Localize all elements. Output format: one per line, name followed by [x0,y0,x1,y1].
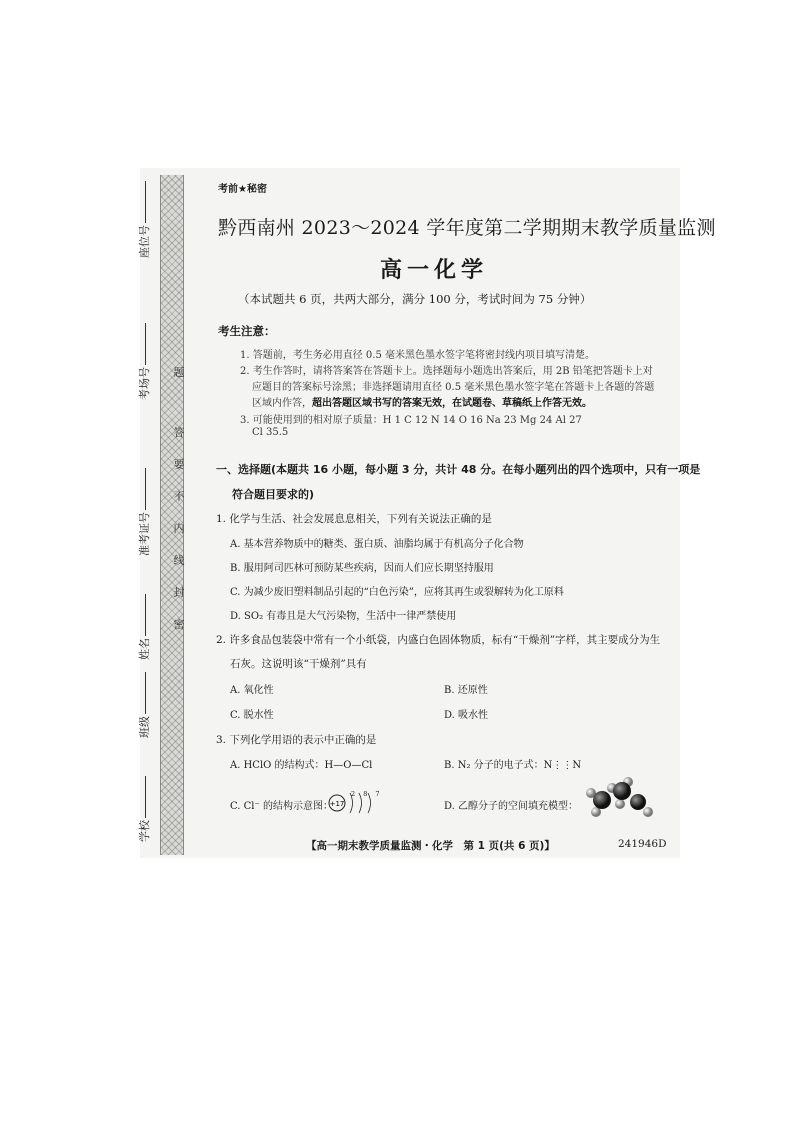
confidential-label: 考前★秘密 [218,184,267,195]
section-heading: 一、选择题(本题共 16 小题，每小题 3 分，共计 48 分。在每小题列出的四个选项中，只有一项是 [216,463,701,476]
question-1-stem: 1. 化学与生活、社会发展息息相关，下列有关说法正确的是 [216,513,492,525]
side-field-class [136,672,152,738]
side-label: 考场号 [138,367,151,400]
binding-margin [160,175,184,855]
seal-char: 要 [173,458,185,471]
q3-option-a: A. HClO 的结构式：H—O—Cl [230,760,373,771]
seal-char: 线 [173,554,185,567]
section-heading-cont: 符合题目要求的) [232,488,315,501]
side-label: 学校 [138,820,151,842]
q1-option-b: B. 服用阿司匹林可预防某些疾病，因而人们应长期坚持服用 [230,563,494,574]
exam-title: 黔西南州 2023～2024 学年度第二学期期末教学质量监测 [218,217,716,239]
question-2-stem: 2. 许多食品包装袋中常有一个小纸袋，内盛白色固体物质，标有“干燥剂”字样，其主要成分为生 [216,634,661,646]
seal-char: 密 [173,618,185,631]
notice-item: 3. 可能使用到的相对原子质量：H 1 C 12 N 14 O 16 Na 23 Mg 24 Al 27 [240,415,582,426]
exam-info: （本试题共 6 页，共两大部分，满分 100 分，考试时间为 75 分钟） [238,292,592,306]
q1-option-d: D. SO₂ 有毒且是大气污染物，生活中一律严禁使用 [230,611,457,622]
side-label: 准考证号 [138,512,151,556]
question-2-stem-cont: 石灰。这说明该“干燥剂”具有 [230,658,367,670]
q1-option-c: C. 为减少废旧塑料制品引起的“白色污染”，应将其再生或裂解转为化工原料 [230,587,564,598]
q2-option-d: D. 吸水性 [444,710,489,721]
q2-option-a: A. 氧化性 [230,685,274,696]
side-field-school [136,776,152,842]
q1-option-a: A. 基本营养物质中的糖类、蛋白质、油脂均属于有机高分子化合物 [230,539,524,550]
q2-option-c: C. 脱水性 [230,710,274,721]
seal-char: 封 [173,586,185,599]
side-label: 姓名 [138,638,151,660]
side-field-ticket [136,468,152,556]
notice-item: 应题目的答案标号涂黑；非选择题请用直径 0.5 毫米黑色墨水签字笔在答题卡上各题的答题 [252,382,655,393]
seal-char: 不 [173,490,185,503]
page-footer: 【高一期末教学质量监测・化学 第 1 页(共 6 页)】 [306,840,555,852]
notice-emphasis: 超出答题区域书写的答案无效，在试题卷、草稿纸上作答无效。 [312,398,592,409]
q3-option-c: C. Cl⁻ 的结构示意图： [230,801,333,812]
notice-item: 2. 考生作答时，请将答案答在答题卡上。选择题每小题选出答案后，用 2B 铅笔把答题卡上对 [240,366,653,377]
seal-char: 题 [173,366,185,379]
seal-char: 内 [173,522,185,535]
notice-item: Cl 35.5 [252,427,289,438]
side-field-seat [136,181,152,258]
side-label: 座位号 [138,225,151,258]
q3-option-b: B. N₂ 分子的电子式：N⋮⋮N [444,760,582,771]
side-label: 班级 [138,716,151,738]
question-3-stem: 3. 下列化学用语的表示中正确的是 [216,734,377,746]
ethanol-model-icon [582,776,658,826]
subject-title: 高一化学 [380,258,489,283]
exam-code: 241946D [618,838,667,850]
notice-text: 区域内作答， [252,398,312,409]
side-field-name [136,594,152,660]
notice-item [252,394,592,409]
seal-char: 答 [173,426,185,439]
q2-option-b: B. 还原性 [444,685,488,696]
side-field-room [136,323,152,400]
q3-option-d: D. 乙醇分子的空间填充模型： [444,801,579,812]
electron-shell-counts: 2 8 7 [351,790,383,798]
notice-item: 1. 答题前，考生务必用直径 0.5 毫米黑色墨水签字笔将密封线内项目填写清楚。 [240,350,595,361]
notice-heading: 考生注意： [218,324,276,338]
nucleus-label: +17 [329,800,345,808]
